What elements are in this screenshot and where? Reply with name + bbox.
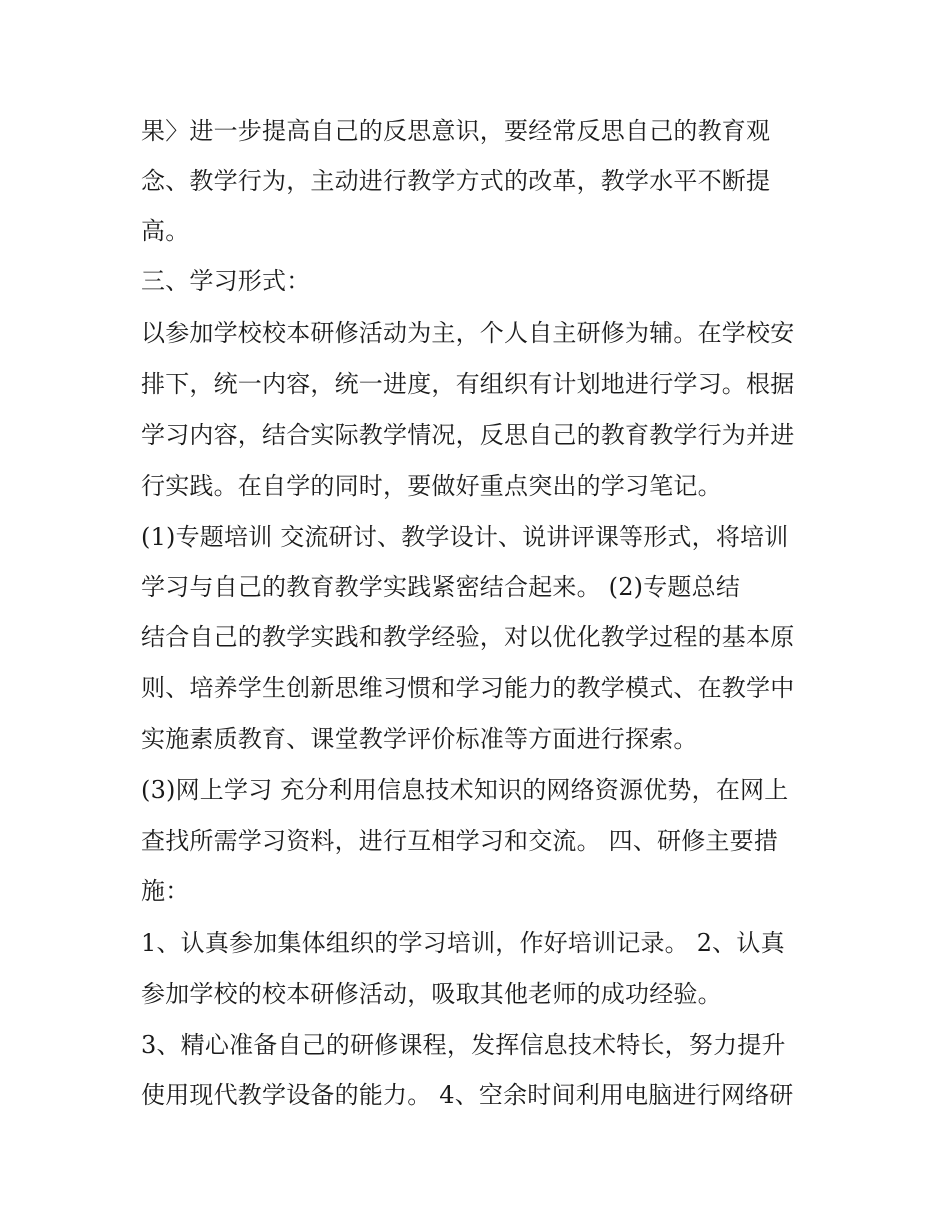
text-line: 施：	[141, 877, 190, 905]
text-line: 参加学校的校本研修活动，吸取其他老师的成功经验。	[141, 980, 722, 1008]
text-line: 查找所需学习资料，进行互相学习和交流。 四、研修主要措	[141, 827, 779, 855]
text-line: 高。	[141, 217, 190, 245]
text-line: 3、精心准备自己的研修课程，发挥信息技术特长，努力提升	[141, 1031, 786, 1059]
text-line: (1)专题培训 交流研讨、教学设计、说讲评课等形式，将培训	[141, 523, 789, 551]
text-line: 果〉进一步提高自己的反思意识，要经常反思自己的教育观	[141, 117, 771, 145]
text-line: 排下，统一内容，统一进度，有组织有计划地进行学习。根据	[141, 370, 795, 398]
text-line: 1、认真参加集体组织的学习培训，作好培训记录。 2、认真	[141, 929, 785, 957]
text-line: 结合自己的教学实践和教学经验，对以优化教学过程的基本原	[141, 623, 795, 651]
text-line: (3)网上学习 充分利用信息技术知识的网络资源优势，在网上	[141, 776, 789, 804]
text-line: 使用现代教学设备的能力。 4、空余时间利用电脑进行网络研	[141, 1081, 794, 1109]
text-line: 实施素质教育、课堂教学评价标准等方面进行探索。	[141, 725, 698, 753]
text-line: 以参加学校校本研修活动为主，个人自主研修为辅。在学校安	[141, 319, 795, 347]
text-line: 念、教学行为，主动进行教学方式的改革，教学水平不断提	[141, 167, 771, 195]
section-heading: 三、学习形式：	[141, 267, 311, 295]
text-line: 行实践。在自学的同时，要做好重点突出的学习笔记。	[141, 472, 722, 500]
text-line: 学习内容，结合实际教学情况，反思自己的教育教学行为并进	[141, 421, 795, 449]
text-line: 则、培养学生创新思维习惯和学习能力的教学模式、在教学中	[141, 674, 795, 702]
text-line: 学习与自己的教育教学实践紧密结合起来。 (2)专题总结	[141, 573, 741, 601]
